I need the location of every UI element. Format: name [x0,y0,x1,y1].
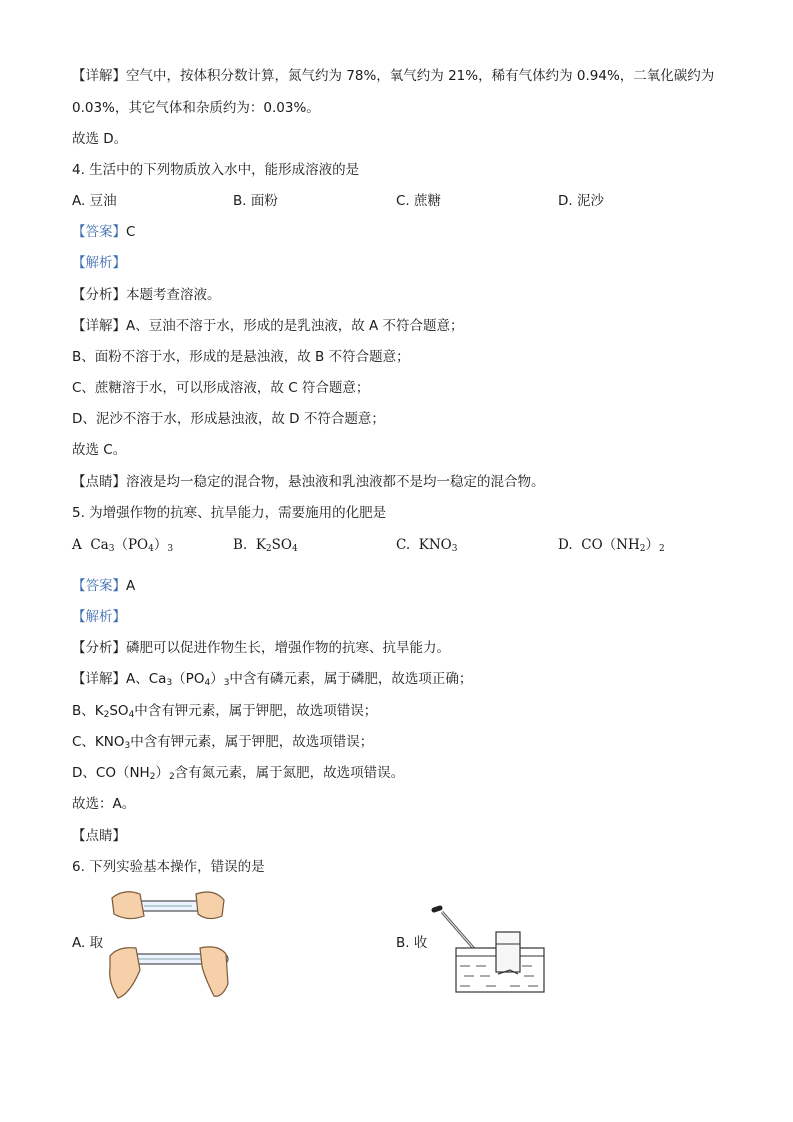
q6-option-b: B. 收 [396,935,428,951]
formula-sub: 4 [204,678,211,688]
q5-option-a [72,535,173,559]
option-prefix: B. [233,537,248,553]
q6-option-a: A. 取 [72,935,104,951]
q4-answer [72,222,135,242]
formula-sub: 4 [291,544,298,554]
formula-part: ） [153,537,168,553]
comment-text: 溶液是均一稳定的混合物，悬浊液和乳浊液都不是均一稳定的混合物。 [126,474,545,490]
formula-part: SO [109,703,129,719]
formula-sub: 2 [658,544,665,554]
detail-label: 【详解】 [72,318,126,334]
formula-part: （PO [172,671,205,687]
formula-sub: 2 [149,772,156,782]
detail-label: 【详解】 [72,68,126,84]
gas-collection-apparatus-icon [430,904,548,996]
intro-detail-line2: 0.03%，其它气体和杂质约为：0.03%。 [72,100,320,116]
q4-analysis-label: 【解析】 [72,255,126,271]
q5-stem: 5. 为增强作物的抗寒、抗旱能力，需要施用的化肥是 [72,505,387,521]
formula-part: KNO [418,537,452,553]
formula-sub: 3 [167,544,174,554]
detail-text: 空气中，按体积分数计算，氮气约为 78%，氧气约为 21%，稀有气体约为 0.94%，二氧化碳约为 [126,68,715,84]
detail-text: 含有氮元素，属于氮肥，故选项错误。 [174,765,405,781]
q6-stem: 6. 下列实验基本操作，错误的是 [72,859,265,875]
fenxi-text: 磷肥可以促进作物生长，增强作物的抗寒、抗旱能力。 [126,640,450,656]
comment-label: 【点睛】 [72,474,126,490]
q5-option-c [396,535,457,559]
q5-fenxi [72,638,450,658]
q4-stem: 4. 生活中的下列物质放入水中，能形成溶液的是 [72,162,360,178]
q5-option-d [558,535,665,559]
q5-detail-d [72,763,404,787]
q4-detail-c: C、蔗糖溶于水，可以形成溶液，故 C 符合题意； [72,380,370,396]
detail-text: 中含有钾元素，属于钾肥，故选项错误； [134,703,378,719]
formula-part: SO [271,537,292,553]
q5-option-b [233,535,298,559]
option-prefix: D. [558,537,573,553]
detail-label: 【详解】 [72,671,126,687]
answer-value: C [126,224,136,240]
formula-sub: 4 [128,710,135,720]
fenxi-label: 【分析】 [72,287,126,303]
formula-sub: 3 [223,678,230,688]
fenxi-label: 【分析】 [72,640,126,656]
q4-option-c: C. 蔗糖 [396,193,442,209]
q4-comment [72,472,545,492]
formula-part: A、Ca [126,671,167,687]
formula-sub: 2 [265,544,272,554]
formula-sub: 3 [451,544,458,554]
formula-sub: 2 [168,772,175,782]
formula-part: ） [210,671,224,687]
q4-choice: 故选 C。 [72,442,127,458]
detail-text: 中含有钾元素，属于钾肥，故选项错误； [130,734,374,750]
formula-part: （PO [114,537,149,553]
formula-sub: 2 [103,710,110,720]
intro-choice: 故选 D。 [72,131,128,147]
formula-part: ） [645,537,659,553]
formula-sub: 3 [108,544,115,554]
option-prefix: C. [396,537,411,553]
q5-answer [72,576,135,596]
formula-sub: 2 [639,544,646,554]
q4-option-a: A. 豆油 [72,193,117,209]
formula-part: B、K [72,703,104,719]
q4-detail [72,316,464,336]
answer-value: A [126,578,136,594]
q4-option-b: B. 面粉 [233,193,278,209]
formula-sub: 3 [124,741,131,751]
q5-analysis-label: 【解析】 [72,609,126,625]
q5-comment-label: 【点睛】 [72,828,126,844]
formula-sub: 3 [166,678,173,688]
formula-part: Ca [90,537,109,553]
formula-part: CO（NH [581,537,640,553]
q5-choice: 故选：A。 [72,796,136,812]
formula-part: C、KNO [72,734,125,750]
fenxi-text: 本题考查溶液。 [126,287,221,303]
formula-part: K [255,537,266,553]
q4-detail-b: B、面粉不溶于水，形成的是悬浊液，故 B 不符合题意； [72,349,410,365]
intro-detail-line [72,66,714,86]
formula-part: ） [155,765,169,781]
q4-fenxi [72,285,221,305]
test-tube-hands-icon [104,886,234,1002]
option-prefix: A [72,537,82,553]
q5-detail-c [72,732,373,756]
formula-part: D、CO（NH [72,765,150,781]
answer-label: 【答案】 [72,578,126,594]
formula-sub: 4 [148,544,154,554]
q5-detail-b [72,701,377,725]
detail-text: 中含有磷元素，属于磷肥，故选项正确； [229,671,473,687]
q4-detail-d: D、泥沙不溶于水，形成悬浊液，故 D 不符合题意； [72,411,385,427]
detail-a: A、豆油不溶于水，形成的是乳浊液，故 A 不符合题意； [126,318,464,334]
q5-detail-a [72,669,472,693]
q4-option-d: D. 泥沙 [558,193,604,209]
answer-label: 【答案】 [72,224,126,240]
